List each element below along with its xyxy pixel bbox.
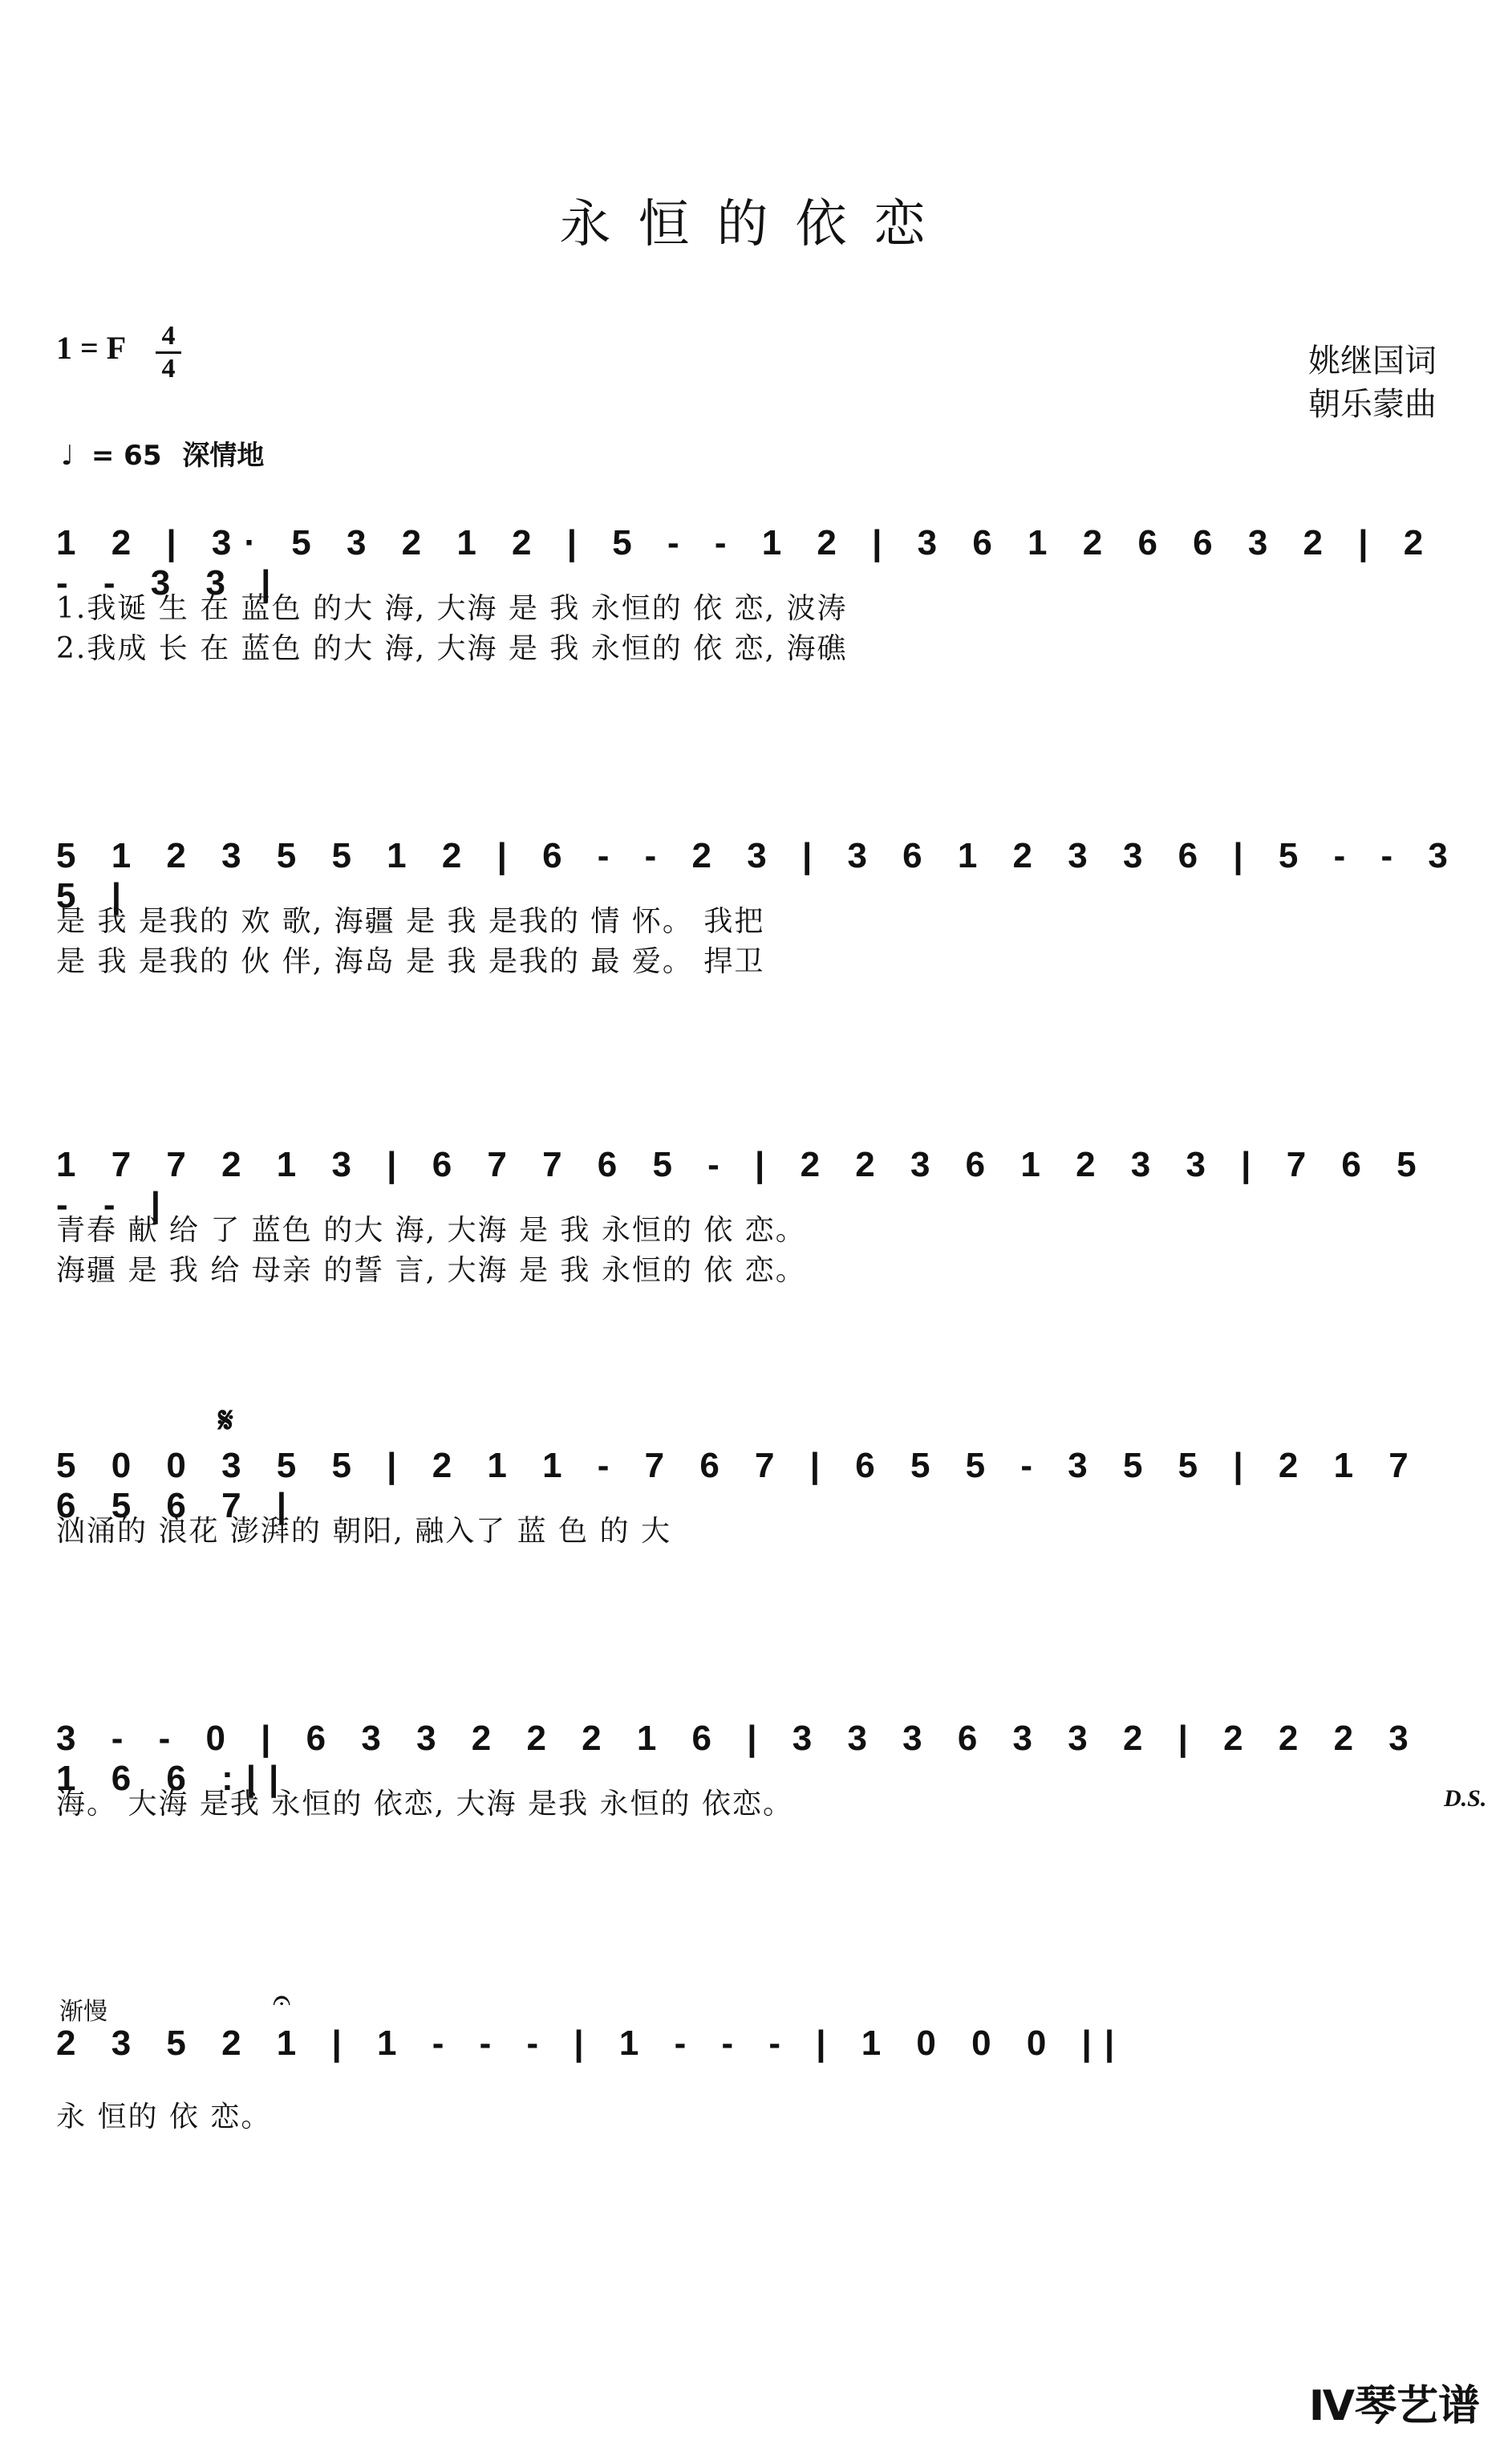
- notation: 1 2 | 3· 5 3 2 1 2 | 5 - - 1 2 | 3 6 1 2 6 6 3 2 | 2 - - 3 3 |: [56, 523, 1437, 603]
- system-2: [56, 826, 1468, 987]
- ds-marking: D.S.: [1444, 1785, 1487, 1812]
- lyricist: 姚继国词: [1308, 343, 1437, 380]
- notes-line: [56, 1135, 1468, 1224]
- notation: 3 - - 0 | 6 3 3 2 2 2 1 6 | 3 3 3 6 3 3 2 | 2 2 2 3 1 6 6 :||: [56, 1719, 1421, 1798]
- composer: 朝乐蒙曲: [1308, 386, 1437, 423]
- notes-line: [56, 514, 1468, 603]
- watermark-icon: Ⅳ: [1308, 2382, 1355, 2430]
- quarter-note-icon: ♩: [61, 440, 75, 472]
- lyrics-verse-1: 海。 大海 是我 永恒的 依恋, 大海 是我 永恒的 依恋。: [56, 1788, 793, 1821]
- time-sig-top: 4: [161, 321, 176, 351]
- lyrics-verse-1: 1.我诞 生 在 蓝色 的大 海, 大海 是 我 永恒的 依 恋, 波涛: [56, 592, 848, 625]
- notes-line: [56, 1709, 1468, 1798]
- system-3: [56, 1135, 1468, 1296]
- key-signature: 1 = F: [56, 330, 127, 366]
- watermark-logo: [1309, 2372, 1480, 2432]
- lyrics-verse-1: 是 我 是我的 欢 歌, 海疆 是 我 是我的 情 怀。 我把: [56, 905, 765, 938]
- notes-line: [56, 2014, 1468, 2078]
- watermark-text: 琴艺谱: [1354, 2382, 1480, 2430]
- lyrics-verse-2: 2.我成 长 在 蓝色 的大 海, 大海 是 我 永恒的 依 恋, 海礁: [56, 632, 848, 665]
- fermata-icon: 𝄐: [273, 1982, 291, 2019]
- rit-marking: 渐慢: [59, 1998, 107, 2026]
- page-title: 永恒的依恋: [559, 195, 953, 254]
- notes-line: [56, 826, 1468, 915]
- segno-icon: 𝄋: [218, 1400, 233, 1441]
- system-1: [56, 514, 1468, 674]
- lyrics-verse-1: 青春 献 给 了 蓝色 的大 海, 大海 是 我 永恒的 依 恋。: [56, 1214, 806, 1247]
- lyrics-verse-1: 汹涌的 浪花 澎湃的 朝阳, 融入了 蓝 色 的 大: [56, 1515, 671, 1548]
- notation: 1 7 7 2 1 3 | 6 7 7 6 5 - | 2 2 3 6 1 2 3 3 | 7 6 5 - - |: [56, 1145, 1429, 1224]
- system-6: [56, 2014, 1468, 2142]
- notation: 5 0 0 3 5 5 | 2 1 1 - 7 6 7 | 6 5 5 - 3 5 5 | 2 1 7 6 5 6 7 |: [56, 1446, 1421, 1525]
- tempo-expression: 深情地: [182, 440, 265, 472]
- lyrics-verse-1: 永 恒的 依 恋。: [56, 2101, 272, 2133]
- tempo-marking: [61, 433, 264, 473]
- time-signature: [152, 323, 184, 383]
- lyrics-verse-2: 海疆 是 我 给 母亲 的誓 言, 大海 是 我 永恒的 依 恋。: [56, 1254, 806, 1287]
- time-sig-bottom: 4: [161, 354, 176, 384]
- lyrics-verse-2: 是 我 是我的 伙 伴, 海岛 是 我 是我的 最 爱。 捍卫: [56, 945, 765, 978]
- system-4: [56, 1436, 1468, 1565]
- system-5: [56, 1709, 1468, 1837]
- notation: 5 1 2 3 5 5 1 2 | 6 - - 2 3 | 3 6 1 2 3 3 6 | 5 - - 3 5 |: [56, 836, 1461, 915]
- notation: 2 3 5 2 1 | 1 - - - | 1 - - - | 1 0 0 0 ||: [56, 2024, 1128, 2063]
- notes-line: [56, 1436, 1468, 1525]
- tempo-bpm: = 65: [91, 440, 162, 472]
